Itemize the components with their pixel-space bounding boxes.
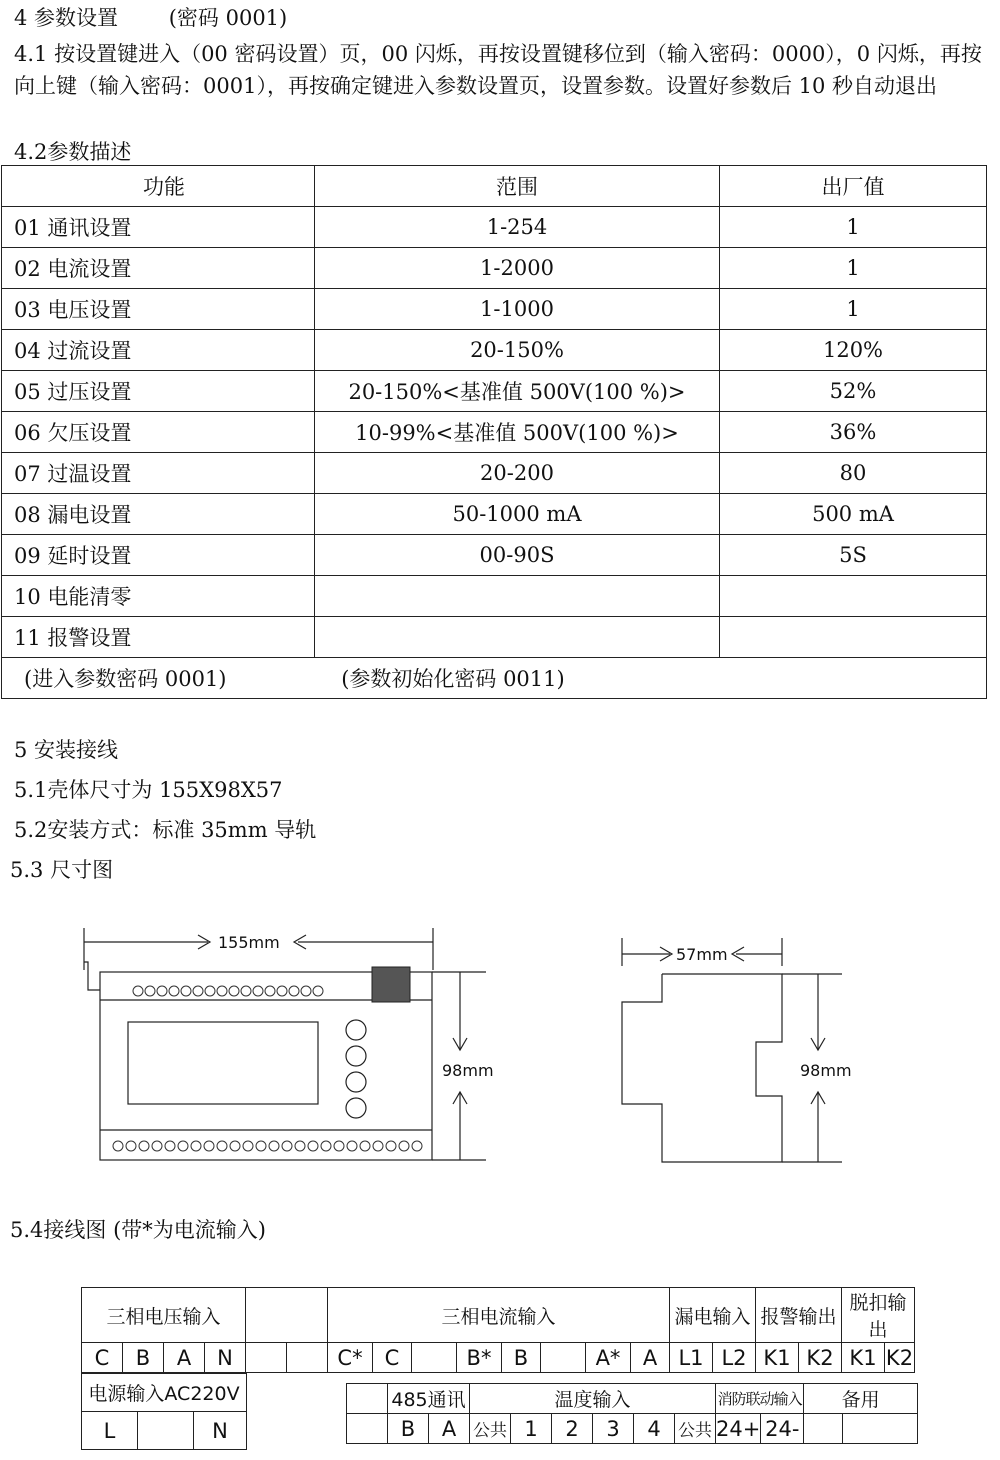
cell-default: 500 mA (720, 494, 987, 535)
cell-range: 50-1000 mA (315, 494, 720, 535)
cell-default (720, 576, 987, 617)
cell-function: 07 过温设置 (2, 453, 315, 494)
cell-range: 1-1000 (315, 289, 720, 330)
comm-header-fire: 消防联动输入 (716, 1384, 804, 1414)
terminal: B (123, 1343, 164, 1373)
table-row (2, 248, 987, 289)
cell-default: 1 (720, 207, 987, 248)
cell-range: 1-254 (315, 207, 720, 248)
comm-terminal-row (347, 1414, 918, 1444)
wiring-table-main (81, 1287, 915, 1373)
wiring-header-voltage: 三相电压输入 (82, 1288, 246, 1343)
table-header-row (2, 166, 987, 207)
depth-label: 57mm (676, 945, 728, 964)
power-header-row (82, 1374, 247, 1412)
terminal (347, 1414, 388, 1444)
terminal: C (373, 1343, 412, 1373)
terminal: L1 (670, 1343, 713, 1373)
terminal: L2 (713, 1343, 756, 1373)
width-label: 155mm (218, 933, 280, 952)
section4-heading-note: (密码 0001) (168, 6, 288, 30)
table-row (2, 535, 987, 576)
wiring-header-spacer (246, 1288, 328, 1343)
cell-default: 120% (720, 330, 987, 371)
front-view-drawing (70, 920, 500, 1170)
height-label: 98mm (442, 1061, 494, 1080)
cell-function: 06 欠压设置 (2, 412, 315, 453)
footer-param-password: (进入参数密码 0001) (24, 667, 227, 691)
cell-default: 1 (720, 289, 987, 330)
cell-default: 52% (720, 371, 987, 412)
table-row (2, 330, 987, 371)
comm-header-row (347, 1384, 918, 1414)
section4-subheading: 4.2参数描述 (14, 140, 132, 164)
table-footer (2, 658, 987, 699)
terminal: 公共 (470, 1414, 511, 1444)
cell-function: 05 过压设置 (2, 371, 315, 412)
cell-default: 5S (720, 535, 987, 576)
section5-heading: 5 安装接线 (14, 738, 119, 762)
header-function: 功能 (2, 166, 315, 207)
terminal (412, 1343, 457, 1373)
cell-range: 10-99%<基准值 500V(100 %)> (315, 412, 720, 453)
terminal (287, 1343, 328, 1373)
side-view-drawing (610, 930, 880, 1170)
terminal: K1 (756, 1343, 799, 1373)
terminal: A (164, 1343, 205, 1373)
terminal: K1 (842, 1343, 885, 1373)
cell-function: 03 电压设置 (2, 289, 315, 330)
cell-function: 11 报警设置 (2, 617, 315, 658)
terminal: N (194, 1412, 247, 1450)
wiring-table-power (81, 1373, 247, 1450)
cell-function: 09 延时设置 (2, 535, 315, 576)
terminal: B (502, 1343, 541, 1373)
cell-range: 20-150%<基准值 500V(100 %)> (315, 371, 720, 412)
height2-label: 98mm (800, 1061, 852, 1080)
cell-range: 00-90S (315, 535, 720, 576)
cell-range (315, 576, 720, 617)
terminal: N (205, 1343, 246, 1373)
terminal: L (82, 1412, 138, 1450)
cell-range: 20-200 (315, 453, 720, 494)
comm-header-485: 485通讯 (388, 1384, 470, 1414)
section5-3: 5.3 尺寸图 (10, 858, 114, 882)
cell-range: 20-150% (315, 330, 720, 371)
cell-default (720, 617, 987, 658)
footer-init-password: (参数初始化密码 0011) (341, 667, 565, 691)
terminal: 1 (511, 1414, 552, 1444)
wiring-header-alarm: 报警输出 (756, 1288, 842, 1343)
section5-1: 5.1壳体尺寸为 155X98X57 (14, 778, 283, 802)
section5-4: 5.4接线图 (带*为电流输入) (10, 1218, 266, 1242)
terminal (138, 1412, 194, 1450)
terminal: 2 (552, 1414, 593, 1444)
cell-function: 02 电流设置 (2, 248, 315, 289)
terminal: 4 (634, 1414, 675, 1444)
cell-default: 36% (720, 412, 987, 453)
table-row (2, 576, 987, 617)
power-terminal-row (82, 1412, 247, 1450)
cell-function: 10 电能清零 (2, 576, 315, 617)
terminal: C* (328, 1343, 373, 1373)
terminal: 24- (761, 1414, 804, 1444)
header-default: 出厂值 (720, 166, 987, 207)
terminal: B (388, 1414, 429, 1444)
wiring-header-row (82, 1288, 915, 1343)
wiring-terminal-row (82, 1343, 915, 1373)
terminal: A (631, 1343, 670, 1373)
terminal (843, 1414, 918, 1444)
table-row (2, 207, 987, 248)
terminal: A* (586, 1343, 631, 1373)
table-row (2, 617, 987, 658)
cell-range (315, 617, 720, 658)
cell-function: 04 过流设置 (2, 330, 315, 371)
terminal: A (429, 1414, 470, 1444)
terminal: 24+ (716, 1414, 761, 1444)
terminal: C (82, 1343, 123, 1373)
comm-header-spare: 备用 (804, 1384, 918, 1414)
table-row (2, 412, 987, 453)
parameter-table (1, 165, 987, 699)
comm-header-spacer (347, 1384, 388, 1414)
cell-default: 1 (720, 248, 987, 289)
terminal: K2 (885, 1343, 915, 1373)
table-row (2, 453, 987, 494)
terminal: 公共 (675, 1414, 716, 1444)
header-range: 范围 (315, 166, 720, 207)
table-row (2, 289, 987, 330)
power-header: 电源输入AC220V (82, 1374, 247, 1412)
comm-header-temp: 温度输入 (470, 1384, 716, 1414)
terminal: 3 (593, 1414, 634, 1444)
wiring-header-trip: 脱扣输出 (842, 1288, 915, 1343)
section4-paragraph: 4.1 按设置键进入（00 密码设置）页，00 闪烁，再按设置键移位到（输入密码：0000），0 闪烁，再按向上键（输入密码：0001），再按确定键进入参数设置页，设置参数。设置好参数后 10 秒自动退出 (14, 42, 982, 98)
table-footer-row (2, 658, 987, 699)
table-row (2, 371, 987, 412)
wiring-table-comm (346, 1383, 918, 1444)
section5-2: 5.2安装方式：标准 35mm 导轨 (14, 818, 317, 842)
terminal: B* (457, 1343, 502, 1373)
cell-function: 01 通讯设置 (2, 207, 315, 248)
table-row (2, 494, 987, 535)
cell-range: 1-2000 (315, 248, 720, 289)
terminal: K2 (799, 1343, 842, 1373)
terminal (541, 1343, 586, 1373)
section4-heading: 4 参数设置 (密码 0001) (14, 6, 288, 30)
terminal (804, 1414, 843, 1444)
terminal (246, 1343, 287, 1373)
wiring-header-leakage: 漏电输入 (670, 1288, 756, 1343)
cell-function: 08 漏电设置 (2, 494, 315, 535)
wiring-header-current: 三相电流输入 (328, 1288, 670, 1343)
cell-default: 80 (720, 453, 987, 494)
